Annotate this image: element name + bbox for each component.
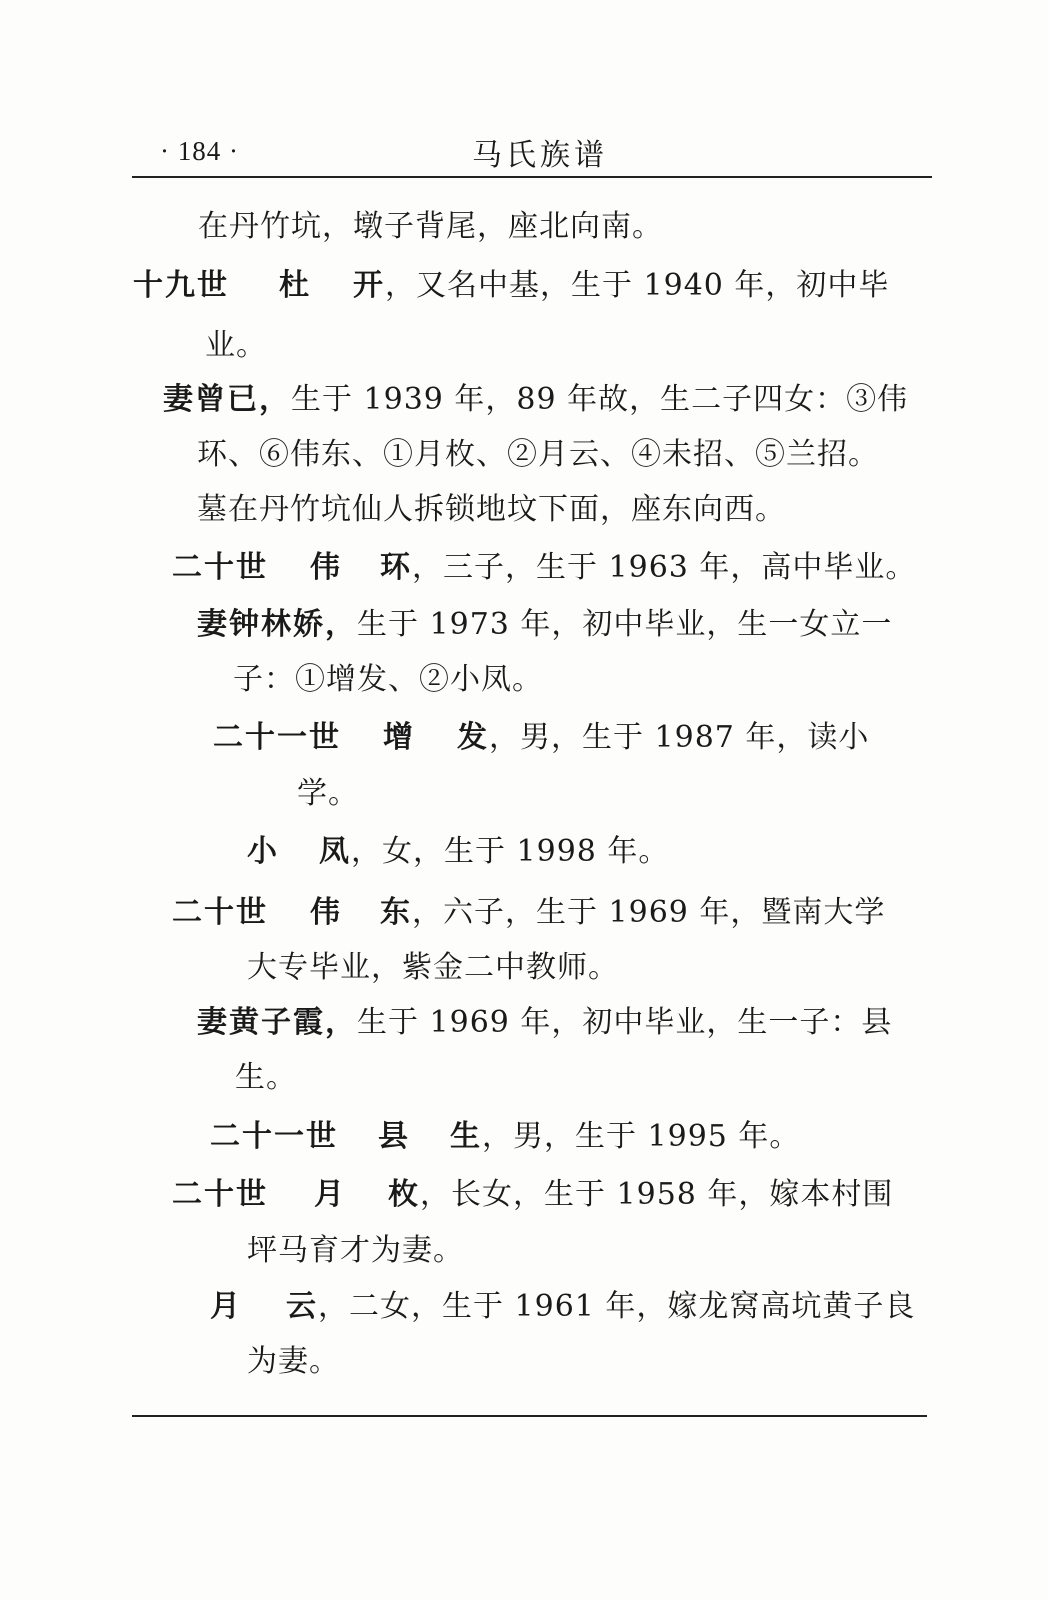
generation-label: 二十世 xyxy=(172,1177,268,1212)
header-rule xyxy=(132,176,932,178)
person-name: 县 xyxy=(378,1119,410,1154)
text-line: 大专毕业，紫金二中教师。 xyxy=(247,950,619,985)
generation-entry: 二十世 伟 环，三子，生于 1963 年，高中毕业。 xyxy=(172,550,917,585)
spouse-entry: 妻钟林娇，生于 1973 年，初中毕业，生一女立一 xyxy=(197,607,893,642)
person-name: 月 xyxy=(210,1289,242,1324)
generation-entry: 十九世 杜 开，又名中基，生于 1940 年，初中毕 xyxy=(133,268,890,303)
generation-entry: 二十一世 县 生，男，生于 1995 年。 xyxy=(210,1119,801,1154)
person-name: 增 xyxy=(383,720,415,755)
person-name: 枚 xyxy=(388,1177,420,1212)
text-line: 在丹竹坑，墩子背尾，座北向南。 xyxy=(198,209,663,244)
text-line: 子：①增发、②小凤。 xyxy=(233,662,543,697)
generation-entry: 二十一世 增 发，男，生于 1987 年，读小 xyxy=(213,720,870,755)
spouse-name: 妻钟林娇， xyxy=(197,607,357,642)
text-line: 墓在丹竹坑仙人拆锁地坟下面，座东向西。 xyxy=(197,492,786,527)
spouse-name: 妻黄子霞， xyxy=(197,1005,357,1040)
text-line: 业。 xyxy=(205,328,267,363)
text-line: 学。 xyxy=(297,776,359,811)
spouse-entry: 妻曾已，生于 1939 年，89 年故，生二子四女：③伟 xyxy=(163,382,909,417)
spouse-entry: 妻黄子霞，生于 1969 年，初中毕业，生一子：县 xyxy=(197,1005,893,1040)
generation-label: 十九世 xyxy=(133,268,229,303)
person-entry: 小 凤，女，生于 1998 年。 xyxy=(247,834,670,869)
person-name: 生 xyxy=(450,1119,482,1154)
person-name: 月 xyxy=(314,1177,346,1212)
person-name: 环 xyxy=(380,550,412,585)
text-line: 生。 xyxy=(235,1060,297,1095)
spouse-name: 妻曾已， xyxy=(163,382,291,417)
generation-label: 二十世 xyxy=(172,895,268,930)
generation-label: 二十世 xyxy=(172,550,268,585)
generation-entry: 二十世 伟 东，六子，生于 1969 年，暨南大学 xyxy=(172,895,886,930)
text-line: 环、⑥伟东、①月枚、②月云、④未招、⑤兰招。 xyxy=(197,437,879,472)
person-name: 杜 xyxy=(279,268,311,303)
generation-label: 二十一世 xyxy=(213,720,341,755)
person-name: 伟 xyxy=(310,895,342,930)
footer-rule xyxy=(132,1415,927,1417)
page-number: · 184 · xyxy=(160,136,239,166)
person-name: 发 xyxy=(457,720,489,755)
text-line: 为妻。 xyxy=(247,1344,340,1379)
person-name: 凤 xyxy=(319,834,351,869)
person-name: 伟 xyxy=(310,550,342,585)
running-title: 马氏族谱 xyxy=(472,138,608,173)
person-name: 东 xyxy=(380,895,412,930)
person-name: 开 xyxy=(353,268,385,303)
generation-label: 二十一世 xyxy=(210,1119,338,1154)
person-name: 云 xyxy=(286,1289,318,1324)
generation-entry: 二十世 月 枚，长女，生于 1958 年，嫁本村围 xyxy=(172,1177,894,1212)
text-line: 坪马育才为妻。 xyxy=(247,1233,464,1268)
person-name: 小 xyxy=(247,834,279,869)
person-entry: 月 云，二女，生于 1961 年，嫁龙窝高坑黄子良 xyxy=(210,1289,916,1324)
page-header xyxy=(132,128,932,178)
